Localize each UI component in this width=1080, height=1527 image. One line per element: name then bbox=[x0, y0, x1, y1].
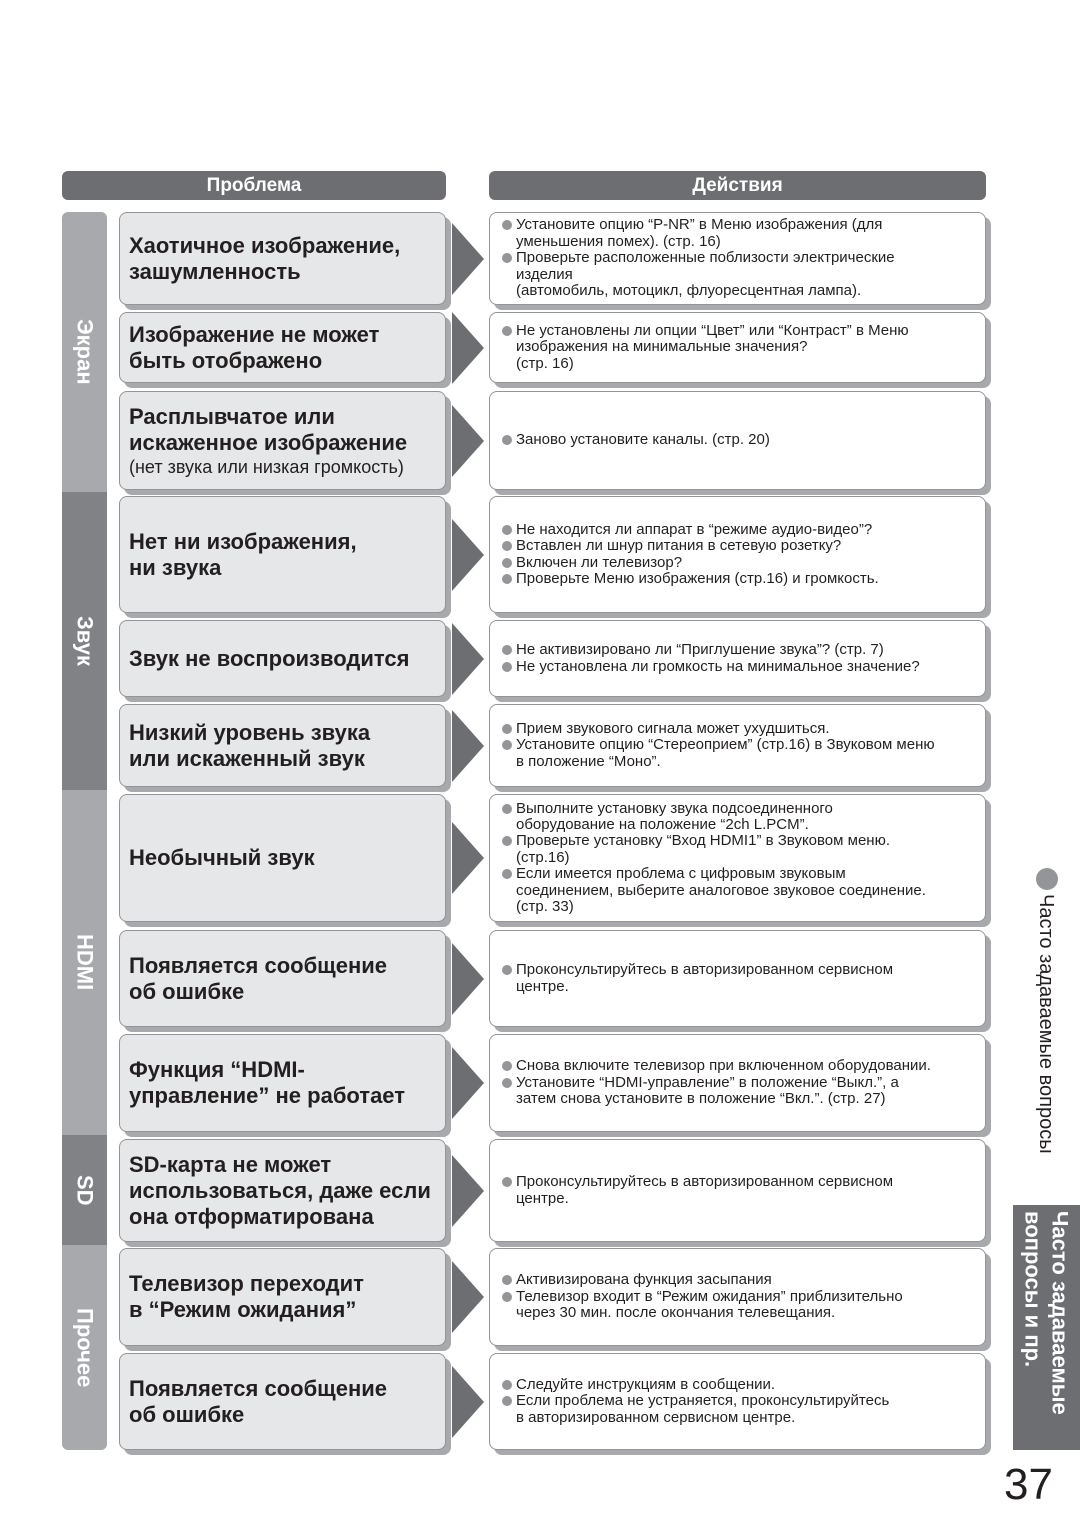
arrow-right-icon bbox=[452, 710, 484, 782]
bullet-icon bbox=[502, 525, 512, 535]
bullet-icon bbox=[502, 574, 512, 584]
action-box bbox=[489, 212, 986, 305]
bullet-icon bbox=[502, 740, 512, 750]
action-item bbox=[502, 571, 977, 587]
bullet-icon bbox=[502, 1078, 512, 1088]
action-item bbox=[502, 1174, 977, 1207]
action-item bbox=[502, 1377, 977, 1393]
problem-box bbox=[119, 312, 446, 383]
problem-title: Изображение не может быть отображено bbox=[129, 321, 380, 373]
problem-box bbox=[119, 496, 446, 613]
bullet-icon bbox=[502, 220, 512, 230]
problem-title: Низкий уровень звука или искаженный звук bbox=[129, 719, 371, 771]
problem-box bbox=[119, 1248, 446, 1346]
action-item bbox=[502, 1289, 977, 1322]
action-text: Не активизировано ли “Приглушение звука”? (стр. 7) bbox=[516, 641, 884, 659]
category-label: SD bbox=[72, 1174, 98, 1206]
section-dot-icon bbox=[1036, 868, 1058, 890]
problem-box bbox=[119, 212, 446, 305]
action-box bbox=[489, 1353, 986, 1450]
action-item bbox=[502, 432, 977, 448]
action-item bbox=[502, 801, 977, 834]
bullet-icon bbox=[502, 662, 512, 672]
arrow-right-icon bbox=[452, 1047, 484, 1119]
action-text: Установите опцию “Стереоприем” (стр.16) в Звуковом меню в положение “Моно”. bbox=[516, 736, 935, 770]
action-item bbox=[502, 962, 977, 995]
problem-title: Нет ни изображения, ни звука bbox=[129, 528, 357, 580]
arrow-right-icon bbox=[452, 623, 484, 695]
action-item bbox=[502, 522, 977, 538]
problem-box bbox=[119, 930, 446, 1027]
bullet-icon bbox=[502, 326, 512, 336]
action-item bbox=[502, 250, 977, 299]
actions-header: Действия bbox=[489, 171, 986, 200]
action-text: Если проблема не устраняется, проконсультируйтесь в авторизированном сервисном центре. bbox=[516, 1392, 890, 1426]
bullet-icon bbox=[502, 1177, 512, 1187]
action-box bbox=[489, 496, 986, 613]
problem-title: Хаотичное изображение, зашумленность bbox=[129, 232, 401, 284]
action-text: Включен ли телевизор? bbox=[516, 553, 683, 571]
action-text: Проверьте расположенные поблизости электрические изделия (автомобиль, мотоцикл, флуоресцентная лампа). bbox=[516, 249, 895, 300]
action-text: Активизирована функция засыпания bbox=[516, 1271, 772, 1289]
problem-box bbox=[119, 1034, 446, 1132]
action-item bbox=[502, 721, 977, 737]
arrow-right-icon bbox=[452, 519, 484, 591]
bullet-icon bbox=[502, 869, 512, 879]
category-tab-4 bbox=[62, 1245, 107, 1450]
problem-header: Проблема bbox=[62, 171, 446, 200]
action-item bbox=[502, 1393, 977, 1426]
arrow-right-icon bbox=[452, 943, 484, 1015]
page-number: 37 bbox=[1004, 1460, 1053, 1509]
action-text: Проверьте Меню изображения (стр.16) и громкость. bbox=[516, 569, 879, 587]
arrow-right-icon bbox=[452, 1366, 484, 1438]
action-box bbox=[489, 794, 986, 922]
problem-box bbox=[119, 620, 446, 697]
action-text: Не установлена ли громкость на минимальное значение? bbox=[516, 657, 920, 675]
problem-title: SD-карта не может использоваться, даже если она отформатирована bbox=[129, 1151, 431, 1229]
problem-title: Функция “HDMI- управление” не работает bbox=[129, 1057, 406, 1108]
arrow-right-icon bbox=[452, 1261, 484, 1333]
problem-subtitle: (нет звука или низкая громкость) bbox=[129, 456, 404, 477]
problem-box bbox=[119, 1139, 446, 1242]
bullet-icon bbox=[502, 724, 512, 734]
action-text: Проконсультируйтесь в авторизированном сервисном центре. bbox=[516, 961, 894, 995]
category-label: HDMI bbox=[72, 934, 98, 991]
action-text: Телевизор входит в “Режим ожидания” приблизительно через 30 мин. после окончания телевещания. bbox=[516, 1287, 903, 1322]
action-text: Выполните установку звука подсоединенного оборудование на положение “2ch L.PCM”. bbox=[516, 799, 833, 833]
bullet-icon bbox=[502, 1275, 512, 1285]
arrow-right-icon bbox=[452, 312, 484, 384]
action-item bbox=[502, 866, 977, 915]
action-item bbox=[502, 217, 977, 250]
action-box bbox=[489, 1248, 986, 1346]
bullet-icon bbox=[502, 965, 512, 975]
action-item bbox=[502, 538, 977, 554]
action-item bbox=[502, 323, 977, 372]
problem-title: Телевизор переходит в “Режим ожидания” bbox=[129, 1271, 364, 1322]
category-tab-2 bbox=[62, 790, 107, 1135]
chapter-tab-label: Часто задаваемые вопросы и пр. bbox=[1020, 1211, 1073, 1415]
problem-box bbox=[119, 391, 446, 490]
bullet-icon bbox=[502, 1396, 512, 1406]
action-text: Снова включите телевизор при включенном оборудовании. bbox=[516, 1057, 931, 1075]
action-box bbox=[489, 620, 986, 697]
problem-title: Расплывчатое или искаженное изображение bbox=[129, 403, 408, 455]
problem-box bbox=[119, 794, 446, 922]
bullet-icon bbox=[502, 253, 512, 263]
problem-title: Необычный звук bbox=[129, 845, 315, 870]
action-text: Установите “HDMI-управление” в положение “Выкл.”, а затем снова установите в положение “Вкл.”. (стр. 27) bbox=[516, 1073, 899, 1108]
category-label: Экран bbox=[72, 319, 98, 385]
bullet-icon bbox=[502, 1380, 512, 1390]
action-text: Установите опцию “P-NR” в Меню изображения (для уменьшения помех). (стр. 16) bbox=[516, 216, 883, 250]
problem-box bbox=[119, 704, 446, 787]
action-item bbox=[502, 1272, 977, 1288]
action-item bbox=[502, 737, 977, 770]
category-tab-1 bbox=[62, 492, 107, 790]
action-item bbox=[502, 642, 977, 658]
action-box bbox=[489, 312, 986, 383]
action-text: Заново установите каналы. (стр. 20) bbox=[516, 431, 770, 449]
action-text: Следуйте инструкциям в сообщении. bbox=[516, 1375, 776, 1393]
action-text: Если имеется проблема с цифровым звуковым соединением, выберите аналоговое звуковое соединение. (стр. 33) bbox=[516, 865, 926, 916]
arrow-right-icon bbox=[452, 405, 484, 477]
action-box bbox=[489, 704, 986, 787]
action-box bbox=[489, 391, 986, 490]
action-text: Прием звукового сигнала может ухудшиться. bbox=[516, 719, 830, 737]
action-text: Не установлены ли опции “Цвет” или “Контраст” в Меню изображения на минимальные значения? (стр. 16) bbox=[516, 321, 909, 372]
action-item bbox=[502, 659, 977, 675]
action-text: Не находится ли аппарат в “режиме аудио-видео”? bbox=[516, 520, 873, 538]
arrow-right-icon bbox=[452, 822, 484, 894]
action-item bbox=[502, 555, 977, 571]
bullet-icon bbox=[502, 541, 512, 551]
category-tab-3 bbox=[62, 1135, 107, 1245]
category-label: Звук bbox=[72, 615, 98, 666]
arrow-right-icon bbox=[452, 223, 484, 295]
bullet-icon bbox=[502, 836, 512, 846]
action-item bbox=[502, 1058, 977, 1074]
action-text: Проконсультируйтесь в авторизированном сервисном центре. bbox=[516, 1173, 894, 1207]
problem-box bbox=[119, 1353, 446, 1450]
action-box bbox=[489, 1139, 986, 1242]
category-tab-0 bbox=[62, 212, 107, 492]
bullet-icon bbox=[502, 804, 512, 814]
action-box bbox=[489, 930, 986, 1027]
bullet-icon bbox=[502, 435, 512, 445]
problem-title: Появляется сообщение об ошибке bbox=[129, 1375, 388, 1427]
section-title: Часто задаваемые вопросы bbox=[1035, 894, 1057, 1154]
action-text: Вставлен ли шнур питания в сетевую розетку? bbox=[516, 537, 842, 555]
chapter-tab bbox=[1013, 1205, 1080, 1450]
problem-title: Звук не воспроизводится bbox=[129, 645, 410, 671]
bullet-icon bbox=[502, 645, 512, 655]
action-text: Проверьте установку “Вход HDMI1” в Звуковом меню. (стр.16) bbox=[516, 832, 890, 866]
action-item bbox=[502, 833, 977, 866]
bullet-icon bbox=[502, 1292, 512, 1302]
category-label: Прочее bbox=[72, 1307, 98, 1388]
problem-title: Появляется сообщение об ошибке bbox=[129, 952, 388, 1004]
action-item bbox=[502, 1075, 977, 1108]
bullet-icon bbox=[502, 1061, 512, 1071]
arrow-right-icon bbox=[452, 1155, 484, 1227]
action-box bbox=[489, 1034, 986, 1132]
bullet-icon bbox=[502, 558, 512, 568]
